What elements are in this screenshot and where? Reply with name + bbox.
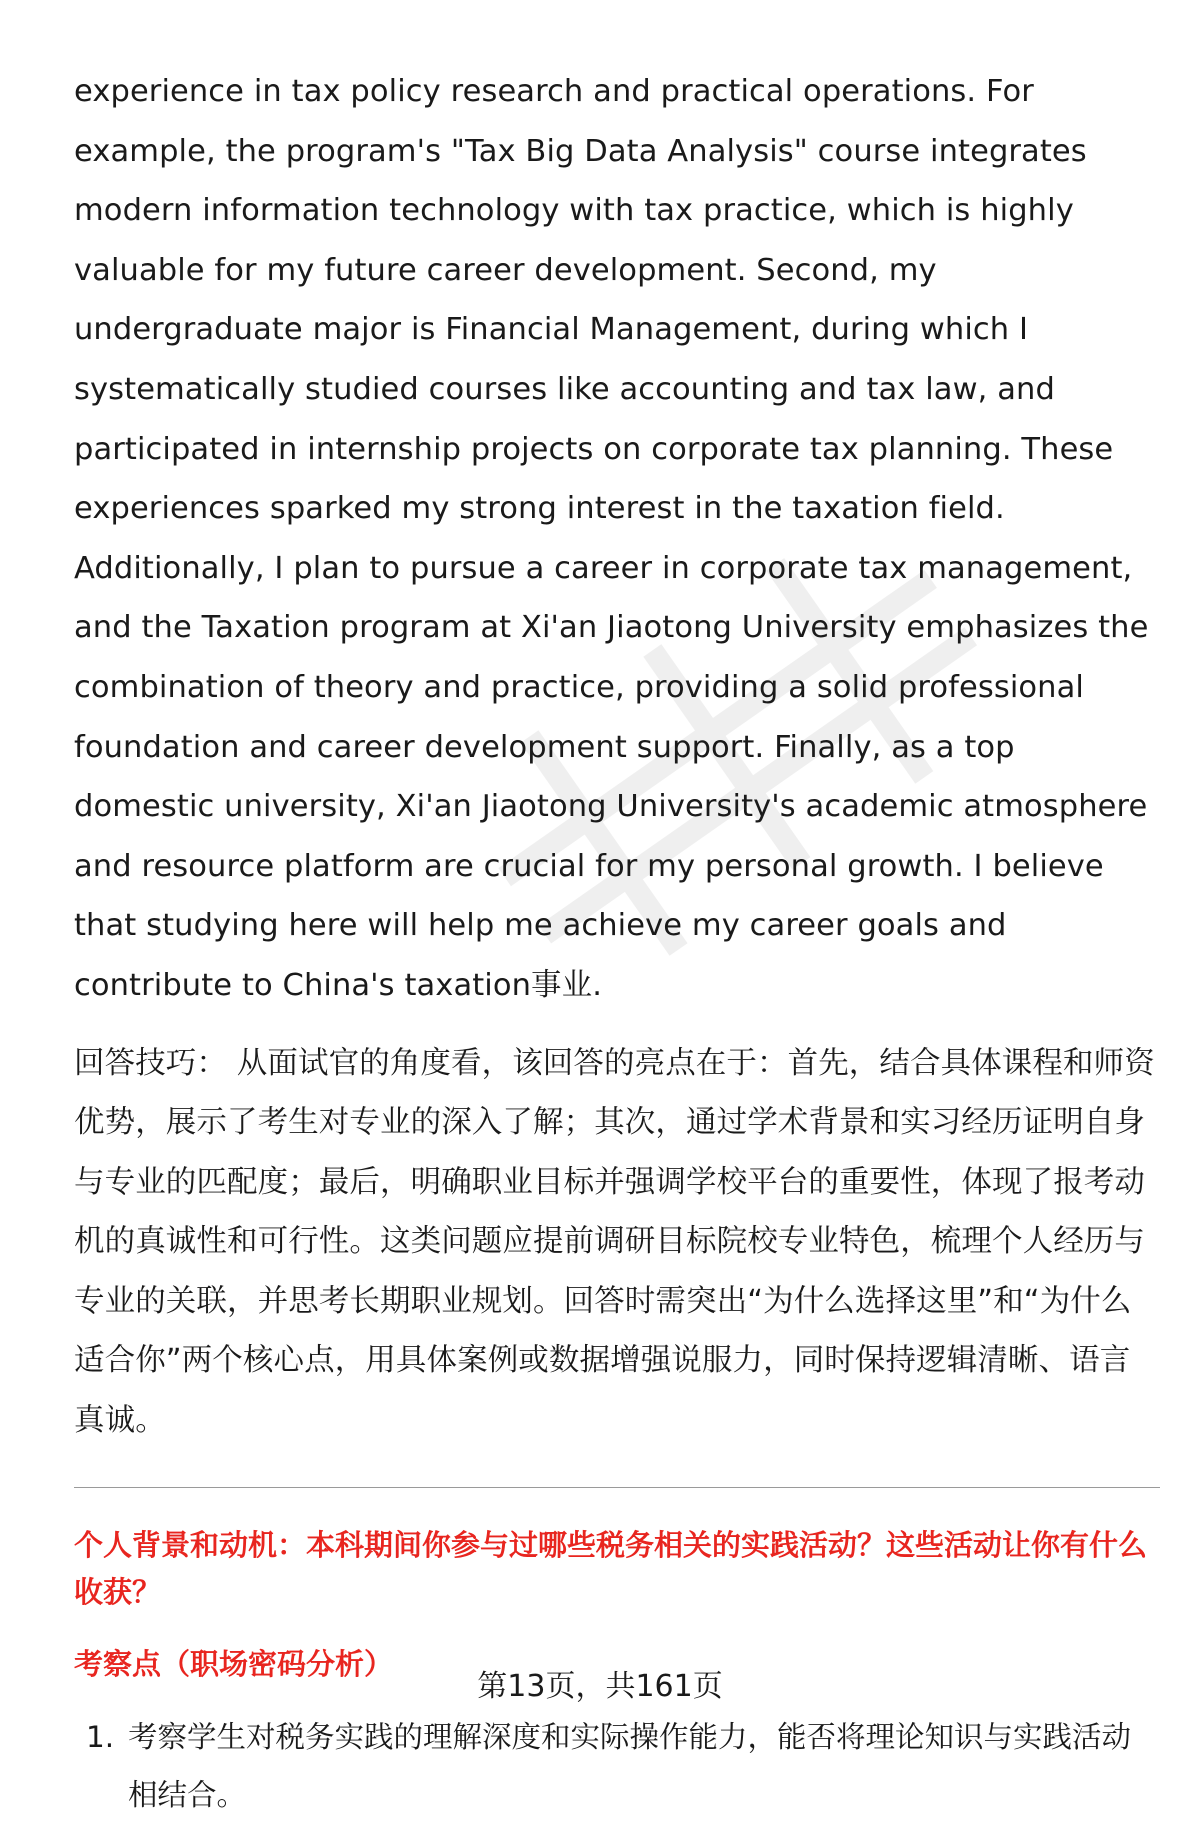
assessment-points-heading: 考察点（职场密码分析） xyxy=(74,1646,394,1681)
answer-paragraph: experience in tax policy research and practical operations. For example, the program's "Tax Big Data Analysis" course integrates modern information technology with tax practice, which is highly valuable for my future career development. Second, my undergraduate major is Financial Management, during which I systematically studied courses like accounting and tax law, and participated in internship projects on corporate tax planning. These experiences sparked my strong interest in the taxation field. Additionally, I plan to pursue a career in corporate tax management, and the Taxation program at Xi'an Jiaotong University emphasizes the combination of theory and practice, providing a solid professional foundation and career development support. Finally, as a top domestic university, Xi'an Jiaotong University's academic atmosphere and resource platform are crucial for my personal growth. I believe that studying here will help me achieve my career goals and contribute to China's taxation事业. xyxy=(74,74,1149,1003)
question-heading: 个人背景和动机：本科期间你参与过哪些税务相关的实践活动？这些活动让你有什么收获？ xyxy=(74,1527,1148,1609)
list-item-text: 考察学生对税务实践的理解深度和实际操作能力，能否将理论知识与实践活动相结合。 xyxy=(128,1719,1132,1812)
section-divider xyxy=(74,1487,1160,1488)
answer-tips-paragraph: 回答技巧： 从面试官的角度看，该回答的亮点在于：首先，结合具体课程和师资优势，展示了考生对专业的深入了解；其次，通过学术背景和实习经历证明自身与专业的匹配度；最后，明确职业目标并强调学校平台的重要性，体现了报考动机的真诚性和可行性。这类问题应提前调研目标院校专业特色，梳理个人经历与专业的关联，并思考长期职业规划。回答时需突出“为什么选择这里”和“为什么适合你”两个核心点，用具体案例或数据增强说服力，同时保持逻辑清晰、语言真诚。 xyxy=(74,1045,1155,1439)
assessment-points-list xyxy=(74,1708,1160,1824)
page-number-footer: 第13页，共161页 xyxy=(477,1669,723,1704)
document-page xyxy=(74,62,1160,1824)
list-item xyxy=(74,1708,1160,1824)
list-item-number: 1. xyxy=(86,1719,115,1754)
